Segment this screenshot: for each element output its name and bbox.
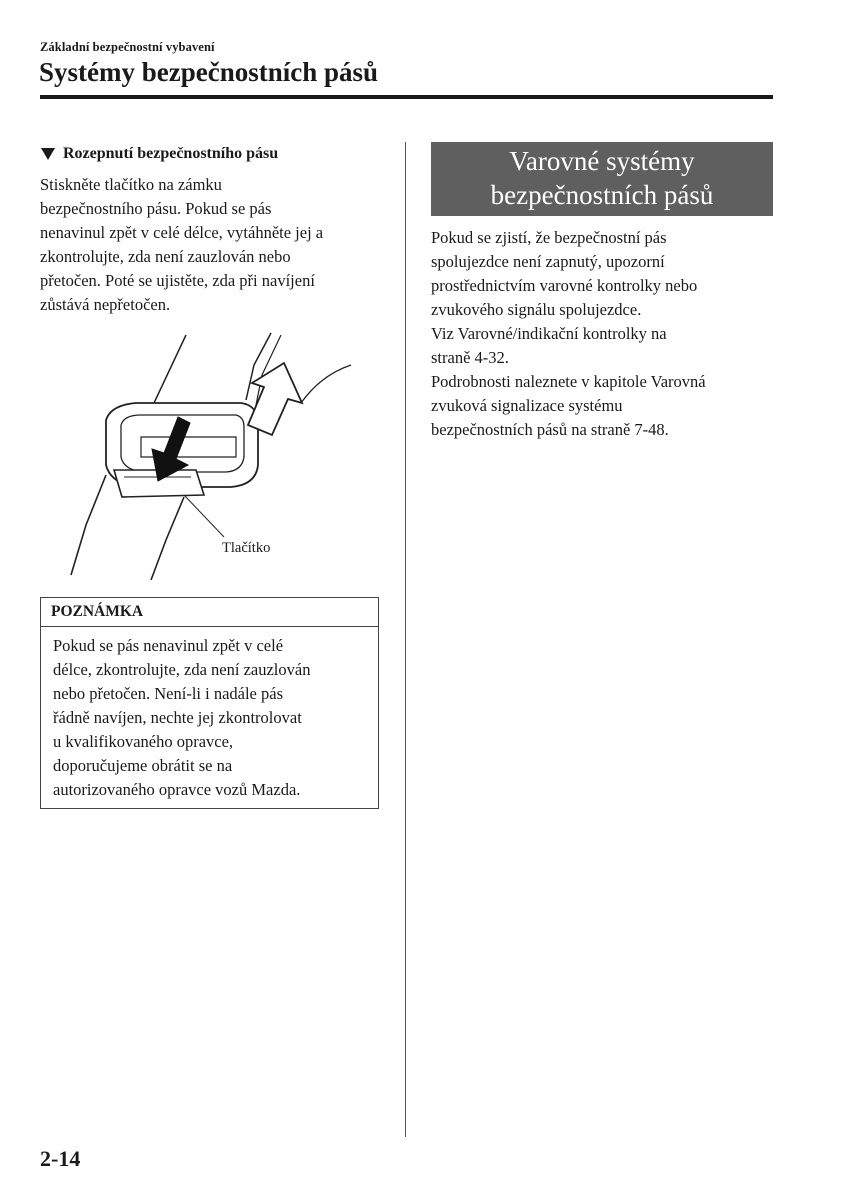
warning-systems-text: Pokud se zjistí, že bezpečnostní pás spolujezdce není zapnutý, upozorní prostřednictvím varovné kontrolky nebo zvukového signálu spolujezdce. Viz Varovné/indikační kontrolky na straně 4-32. Podrobnosti naleznete v kapitole Varovná zvuková signalizace systému bezpečnostních pásů na straně 7-48. [431, 228, 706, 439]
breadcrumb: Základní bezpečnostní vybavení [40, 40, 215, 54]
title-rule [40, 95, 773, 99]
page-title: Systémy bezpečnostních pásů [39, 57, 379, 87]
section-banner: Varovné systémy bezpečnostních pásů [431, 142, 773, 216]
note-text: Pokud se pás nenavinul zpět v celé délce, zkontrolujte, zda není zauzlován nebo přetočen. Není-li i nadále pás řádně navíjen, nechte jej zkontrolovat u kvalifikovaného opravce, doporučujeme obrátit se na autorizovaného opravce vozů Mazda. [53, 636, 311, 799]
column-divider [405, 142, 406, 1137]
page-number: 2-14 [40, 1146, 81, 1171]
subheading-label: Rozepnutí bezpečnostního pásu [63, 145, 279, 162]
left-column [40, 145, 382, 317]
note-header: POZNÁMKA [41, 598, 378, 627]
button-callout-label: Tlačítko [222, 540, 271, 556]
release-instructions: Stiskněte tlačítko na zámku bezpečnostního pásu. Pokud se pás nenavinul zpět v celé délce, vytáhněte jej a zkontrolujte, zda není zauzlován nebo přetočen. Poté se ujistěte, zda při navíjení zůstává nepřetočen. [40, 175, 324, 314]
note-box [40, 597, 379, 809]
triangle-down-icon [41, 148, 55, 160]
seatbelt-buckle-illustration [66, 325, 366, 580]
right-column [431, 142, 773, 442]
subheading [40, 145, 382, 163]
